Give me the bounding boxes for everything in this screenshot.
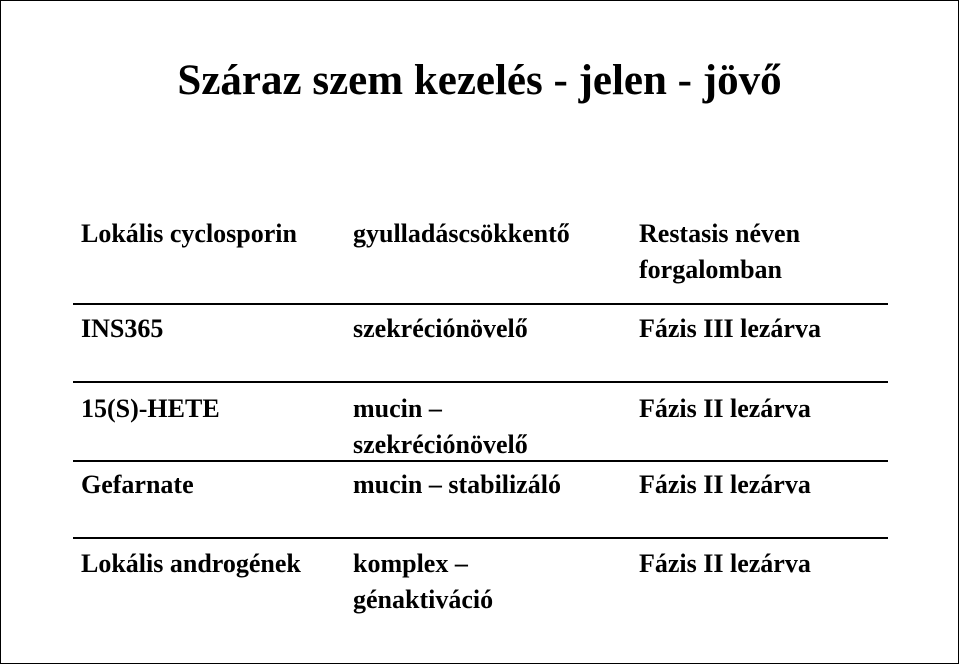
mechanism-line: szekréciónövelő [353, 314, 528, 343]
mechanism-line: komplex – [353, 549, 468, 578]
table-row [73, 539, 888, 629]
treatment-mechanism [345, 467, 631, 537]
treatment-mechanism [345, 391, 631, 460]
treatment-status [631, 546, 888, 629]
treatment-name: Lokális androgének [81, 549, 301, 578]
status-line: Fázis III lezárva [639, 314, 821, 343]
treatment-name: Lokális cyclosporin [81, 219, 297, 248]
status-line: forgalomban [639, 255, 782, 284]
mechanism-line: mucin – stabilizáló [353, 470, 562, 499]
treatment-mechanism [345, 311, 631, 381]
mechanism-line: gyulladáscsökkentő [353, 219, 570, 248]
treatment-name: Gefarnate [81, 470, 194, 499]
slide-title: Száraz szem kezelés - jelen - jövő [177, 57, 782, 104]
table-row [73, 213, 888, 305]
status-line: Fázis II lezárva [639, 394, 811, 423]
mechanism-line: mucin – [353, 394, 442, 423]
mechanism-line: szekréciónövelő [353, 430, 528, 459]
treatment-mechanism [345, 216, 631, 303]
treatment-status [631, 467, 888, 537]
treatment-status [631, 391, 888, 460]
treatment-name: 15(S)-HETE [81, 394, 220, 423]
treatment-name: INS365 [81, 314, 164, 343]
table-row [73, 462, 888, 539]
table-row [73, 383, 888, 462]
treatment-status [631, 311, 888, 381]
treatment-mechanism [345, 546, 631, 629]
mechanism-line: génaktiváció [353, 585, 494, 614]
status-line: Fázis II lezárva [639, 470, 811, 499]
treatment-status [631, 216, 888, 303]
treatment-table [73, 213, 888, 629]
table-row [73, 305, 888, 383]
status-line: Fázis II lezárva [639, 549, 811, 578]
status-line: Restasis néven [639, 219, 801, 248]
